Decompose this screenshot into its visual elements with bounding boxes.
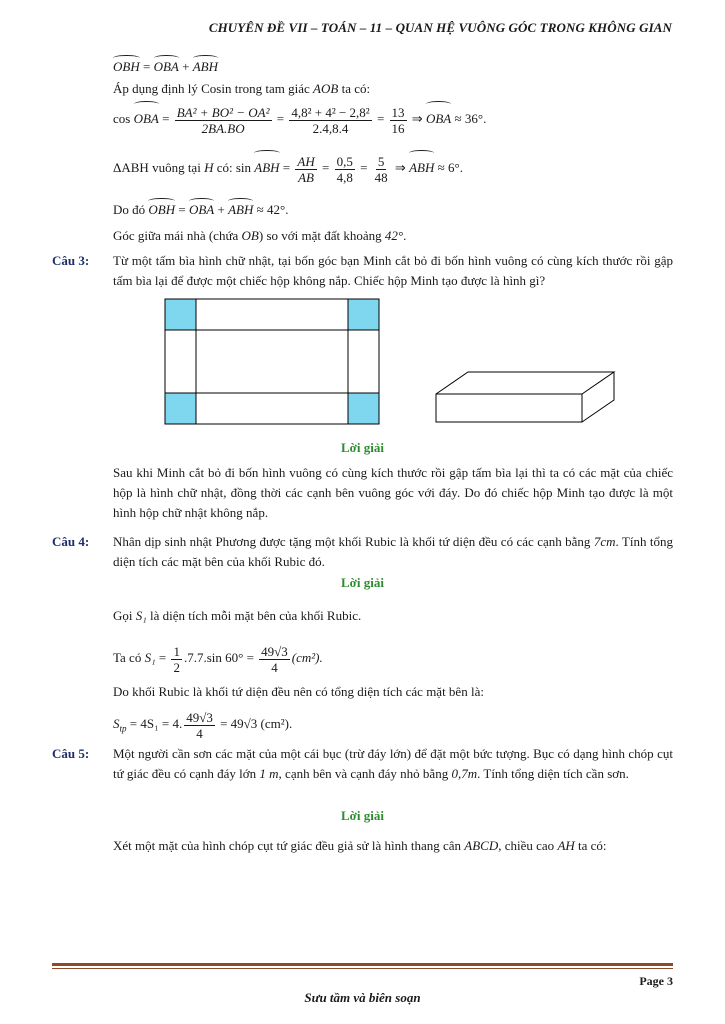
question-3-solution: Sau khi Minh cắt bỏ đi bốn hình vuông có cùng kích thước rồi gập tấm bìa lại thì ta có các mặt của chiếc hộp là hình chữ nhật, đồng thời các cạnh bên vuông góc với đáy. Do đó chiếc hộp Minh tạo được là một hình hộp chữ nhật không nắp.	[113, 465, 673, 520]
question-3-label: Câu 3:	[52, 253, 90, 268]
fraction: $\frac{0,5}{4,8}$	[336, 153, 353, 185]
fraction: $\frac{AH}{AB}$	[297, 153, 315, 185]
question-5-solution: Xét một mặt của hình chóp cụt tứ giác đều giả sử là hình thang cân ABCD, chiều cao AH ta có:	[113, 838, 607, 853]
fraction: $\frac{\text{4,8² + 4² − 2,8²}}{2.4,8.4}$	[291, 104, 370, 136]
question-3-text: Từ một tấm bìa hình chữ nhật, tại bốn góc bạn Minh cắt bỏ đi bốn hình vuông có cùng kích thước rồi gập tấm bìa lại để được một chiếc hộp không nắp. Chiếc hộp Minh tạo được là hình gì?	[113, 253, 673, 288]
question-5-solution-label: Lời giải	[341, 808, 384, 823]
footer-credit: Sưu tầm và biên soạn	[304, 990, 421, 1005]
footer-rule	[52, 963, 673, 966]
cosine-formula: cos OBA = $\frac{\text{BA² + BO² − OA²}}{2BA.BO}$ = $\frac{\text{4,8² + 4² − 2,8²}}{2.4,8.4}$ = $\frac{13}{16}$ ⇒ OBA ≈ 36°.	[113, 104, 487, 136]
question-3-solution-label: Lời giải	[341, 440, 384, 455]
cardboard-net-figure	[164, 298, 380, 426]
total-area-sentence: Do khối Rubic là khối tứ diện đều nên có tổng diện tích các mặt bên là:	[113, 684, 484, 699]
fraction: $\frac{49√3}{4}$	[186, 709, 213, 741]
fraction: $\frac{\text{BA² + BO² − OA²}}{2BA.BO}$	[176, 104, 270, 136]
question-4-solution-label: Lời giải	[341, 575, 384, 590]
question-5-label: Câu 5:	[52, 746, 90, 761]
question-4-label: Câu 4:	[52, 534, 90, 549]
page-number: Page 3	[639, 974, 673, 988]
s1-calculation: Ta có S₁ = $\frac{1}{2}$ .7.7.sin 60° = $\frac{49√3}{4}$ (cm²).	[113, 643, 323, 675]
fraction: $\frac{49√3}{4}$	[261, 643, 288, 675]
angle-result: Do đó OBH = OBA + ABH ≈ 42°.	[113, 202, 289, 217]
question-5-text: Một người cần sơn các mặt của một cái bục (trừ đáy lớn) để đặt một bức tượng. Bục có dạng hình chóp cụt tứ giác đều có cạnh đáy lớn 1 m, cạnh bên và cạnh đáy nhỏ bằng 0,7m. Tính tổng diện tích cần sơn.	[113, 746, 673, 781]
fraction: $\frac{13}{16}$	[391, 104, 405, 136]
roof-angle-conclusion: Góc giữa mái nhà (chứa OB) so với mặt đất khoảng 42°.	[113, 228, 407, 243]
open-box-figure	[430, 366, 620, 426]
total-area-calculation: $S_{tp} = 4S_1 = 4$. $\frac{49√3}{4}$ = 49√3 (cm²).	[113, 709, 293, 741]
sine-formula: ΔABH vuông tại H có: sin ABH = $\frac{AH}{AB}$ = $\frac{0,5}{4,8}$ = $\frac{5}{48}$ ⇒ ABH ≈ 6°.	[113, 153, 463, 185]
s1-definition: Gọi S₁ là diện tích mỗi mặt bên của khối Rubic.	[113, 608, 362, 623]
fraction: $\frac{1}{2}$	[173, 643, 180, 675]
question-4-text: Nhân dịp sinh nhật Phương được tặng một khối Rubic là khối tứ diện đều có các cạnh bằng 7cm. Tính tổng diện tích các mặt bên của khối Rubic đó.	[113, 534, 673, 569]
page-header: CHUYÊN ĐỀ VII – TOÁN – 11 – QUAN HỆ VUÔNG GÓC TRONG KHÔNG GIAN	[208, 20, 672, 35]
footer-rule-thin	[52, 968, 673, 969]
angle-sum-formula: OBH = OBA + ABH	[113, 59, 218, 74]
cosine-sentence: Áp dụng định lý Cosin trong tam giác AOB ta có:	[113, 81, 371, 96]
fraction: $\frac{5}{48}$	[374, 153, 388, 185]
